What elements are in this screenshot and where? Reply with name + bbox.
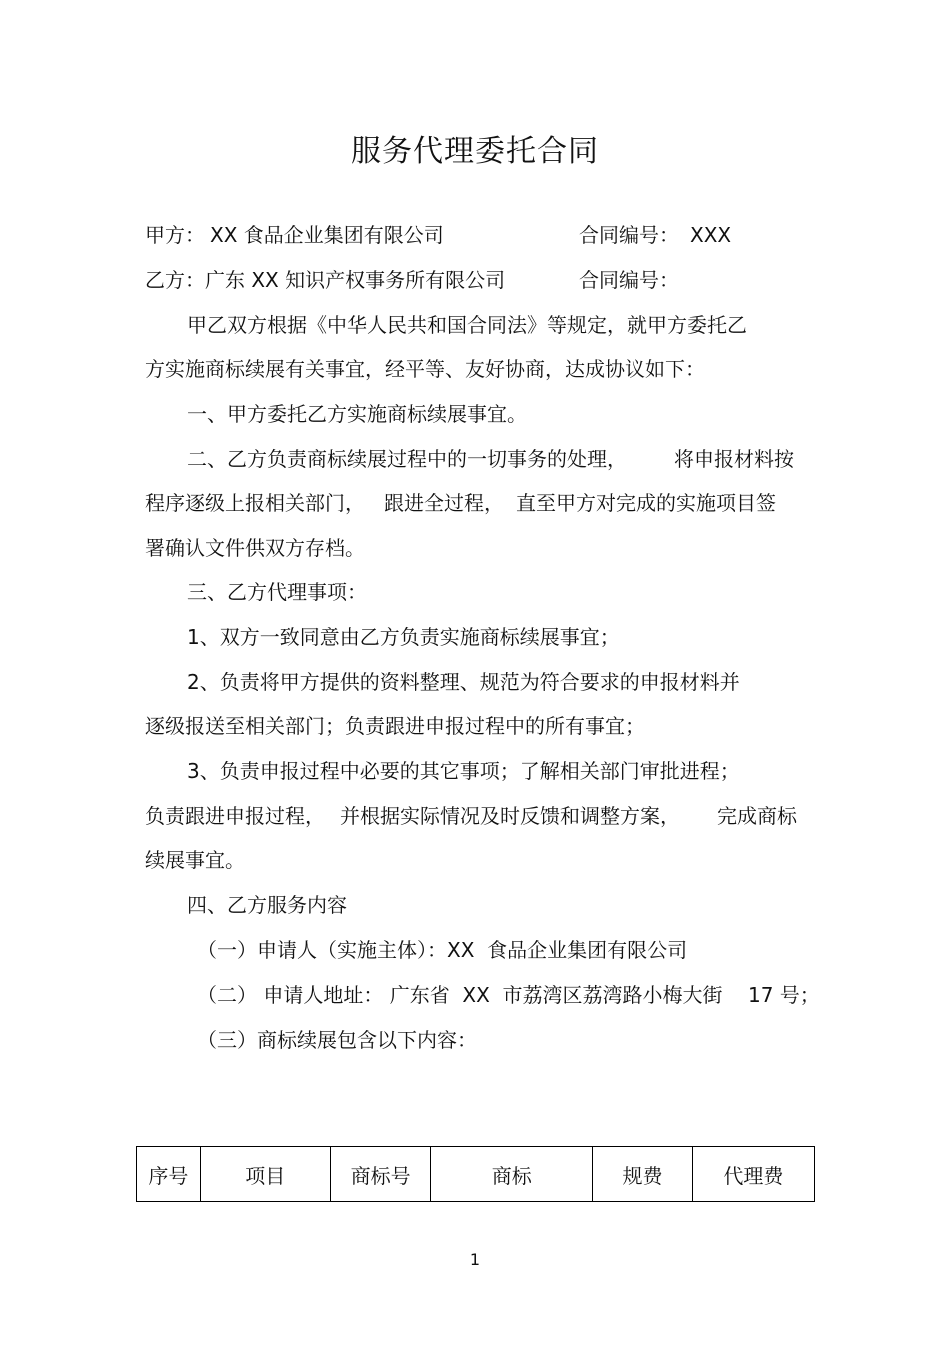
clause-4-sub-1: （一）申请人（实施主体）：XX 食品企业集团有限公司	[197, 938, 688, 962]
table-header-cell: 规费	[593, 1147, 692, 1202]
clause-3-item-3-line-2b: 并根据实际情况及时反馈和调整方案，	[340, 804, 680, 828]
clause-3-item-3-line-1: 3、负责申报过程中必要的其它事项；了解相关部门审批进程；	[187, 759, 740, 783]
document-title: 服务代理委托合同	[351, 134, 599, 169]
table-header-cell: 序号	[137, 1147, 201, 1202]
clause-3-heading: 三、乙方代理事项：	[187, 580, 367, 604]
table-header-cell: 商标	[431, 1147, 593, 1202]
table-header-cell: 代理费	[692, 1147, 814, 1202]
intro-line-1: 甲乙双方根据《中华人民共和国合同法》等规定，就甲方委托乙	[187, 313, 747, 337]
clause-3-item-2-line-1: 2、负责将甲方提供的资料整理、规范为符合要求的申报材料并	[187, 670, 740, 694]
clause-4-sub-2: （二） 申请人地址： 广东省 XX 市荔湾区荔湾路小梅大街 17 号；	[197, 983, 820, 1007]
party-a-label: 甲方：	[145, 223, 205, 247]
clause-2-line-1a: 二、乙方负责商标续展过程中的一切事务的处理，	[187, 447, 627, 471]
trademark-table	[136, 1146, 815, 1202]
clause-2-line-3: 署确认文件供双方存档。	[145, 536, 365, 560]
clause-2-line-2b: 跟进全过程，	[384, 491, 504, 515]
clause-3-item-3-line-2a: 负责跟进申报过程，	[145, 804, 325, 828]
clause-3-item-2-line-2: 逐级报送至相关部门；负责跟进申报过程中的所有事宜；	[145, 714, 645, 738]
clause-3-item-3-line-2c: 完成商标	[717, 804, 797, 828]
party-b-contract-no-label: 合同编号：	[579, 268, 679, 292]
clause-4-heading: 四、乙方服务内容	[187, 893, 347, 917]
table-header-cell: 商标号	[330, 1147, 430, 1202]
clause-1: 一、甲方委托乙方实施商标续展事宜。	[187, 402, 527, 426]
table-header-cell: 项目	[200, 1147, 330, 1202]
party-b-name: 广东 XX 知识产权事务所有限公司	[205, 268, 506, 292]
clause-2-line-1b: 将申报材料按	[674, 447, 794, 471]
party-b-label: 乙方：	[145, 268, 205, 292]
intro-line-2: 方实施商标续展有关事宜，经平等、友好协商，达成协议如下：	[145, 357, 705, 381]
table-header-row	[137, 1147, 815, 1202]
page-number: 1	[469, 1250, 481, 1269]
clause-2-line-2a: 程序逐级上报相关部门，	[145, 491, 365, 515]
clause-2-line-2c: 直至甲方对完成的实施项目签	[516, 491, 776, 515]
clause-3-item-3-line-3: 续展事宜。	[145, 848, 245, 872]
party-a-contract-no-label: 合同编号：	[579, 223, 679, 247]
party-a-contract-no: XXX	[690, 223, 732, 247]
party-a-name: XX 食品企业集团有限公司	[210, 223, 444, 247]
clause-4-sub-3: （三）商标续展包含以下内容：	[197, 1028, 477, 1052]
clause-3-item-1: 1、双方一致同意由乙方负责实施商标续展事宜；	[187, 625, 620, 649]
